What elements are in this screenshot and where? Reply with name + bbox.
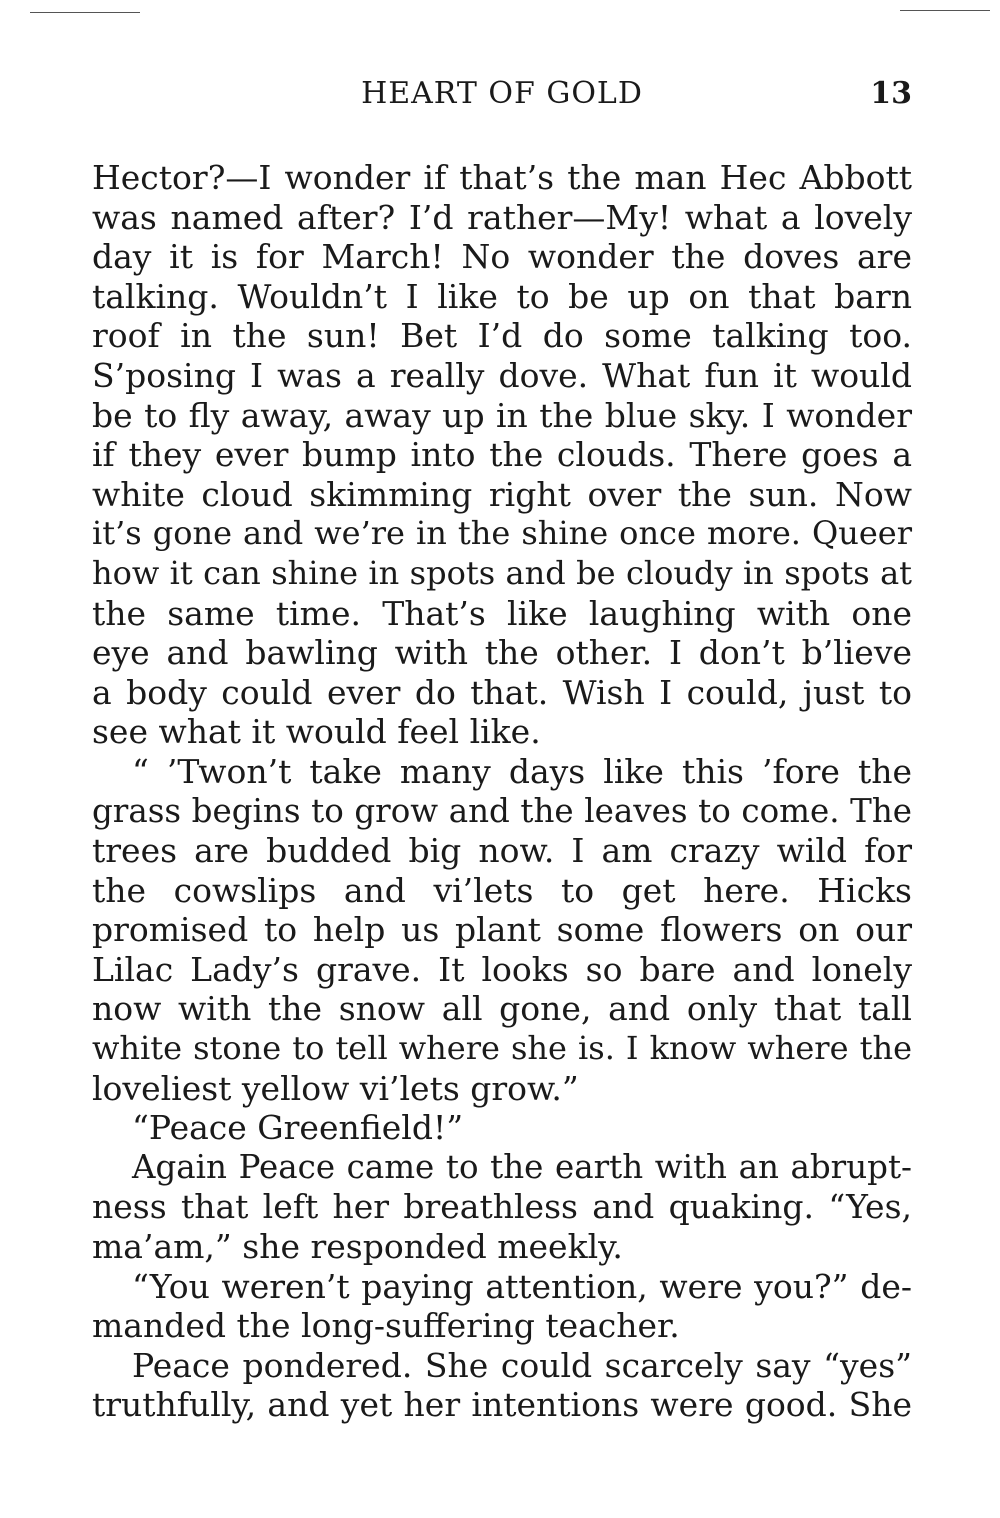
running-title: HEART OF GOLD <box>361 76 643 111</box>
text-line: “You weren’t paying attention, were you?” de- <box>132 1266 912 1306</box>
text-line: if they ever bump into the clouds. There goes a <box>92 435 912 475</box>
text-line: white cloud skimming right over the sun. Now <box>92 474 912 514</box>
text-line: a body could ever do that. Wish I could, just to <box>92 672 912 712</box>
text-line: Peace pondered. She could scarcely say “yes” <box>132 1345 912 1385</box>
text-line: white stone to tell where she is. I know where the <box>92 1029 912 1068</box>
text-line: eye and bawling with the other. I don’t b’lieve <box>92 633 912 673</box>
text-line: ness that left her breathless and quaking. “Yes, <box>92 1187 912 1227</box>
text-line: roof in the sun! Bet I’d do some talking too. <box>92 316 912 356</box>
text-line: how it can shine in spots and be cloudy in spots at <box>92 553 912 592</box>
text-line: day it is for March! No wonder the doves are <box>92 237 912 277</box>
text-line: see what it would feel like. <box>92 712 541 752</box>
text-line: loveliest yellow vi’lets grow.” <box>92 1068 579 1108</box>
text-line: was named after? I’d rather—My! what a lovely <box>92 197 912 237</box>
text-line: now with the snow all gone, and only that tall <box>92 989 912 1029</box>
text-line: trees are budded big now. I am crazy wild for <box>92 831 912 871</box>
scan-artifact-mark <box>900 10 990 11</box>
text-line: Lilac Lady’s grave. It looks so bare and lonely <box>92 949 912 989</box>
text-line: be to fly away, away up in the blue sky. I wonder <box>92 395 912 435</box>
text-line: Hector?—I wonder if that’s the man Hec Abbott <box>92 158 912 197</box>
scan-artifact-mark <box>30 12 140 13</box>
text-line: “Peace Greenfield!” <box>132 1108 464 1148</box>
text-line: the cowslips and vi’lets to get here. Hicks <box>92 870 912 910</box>
text-line: ma’am,” she responded meekly. <box>92 1227 623 1267</box>
text-line: grass begins to grow and the leaves to come. The <box>92 791 912 830</box>
body-text <box>92 158 912 1425</box>
text-line: “ ’Twon’t take many days like this ’fore the <box>132 751 912 791</box>
running-header <box>92 76 912 116</box>
text-line: the same time. That’s like laughing with one <box>92 593 912 633</box>
text-line: talking. Wouldn’t I like to be up on that barn <box>92 276 912 316</box>
page-number: 13 <box>870 76 912 111</box>
text-line: promised to help us plant some flowers on our <box>92 910 912 950</box>
text-line: Again Peace came to the earth with an abrupt- <box>132 1147 912 1186</box>
text-line: truthfully, and yet her intentions were good. She <box>92 1385 912 1425</box>
text-line: manded the long-suffering teacher. <box>92 1306 680 1346</box>
text-line: it’s gone and we’re in the shine once more. Queer <box>92 514 912 553</box>
text-line: S’posing I was a really dove. What fun it would <box>92 355 912 395</box>
